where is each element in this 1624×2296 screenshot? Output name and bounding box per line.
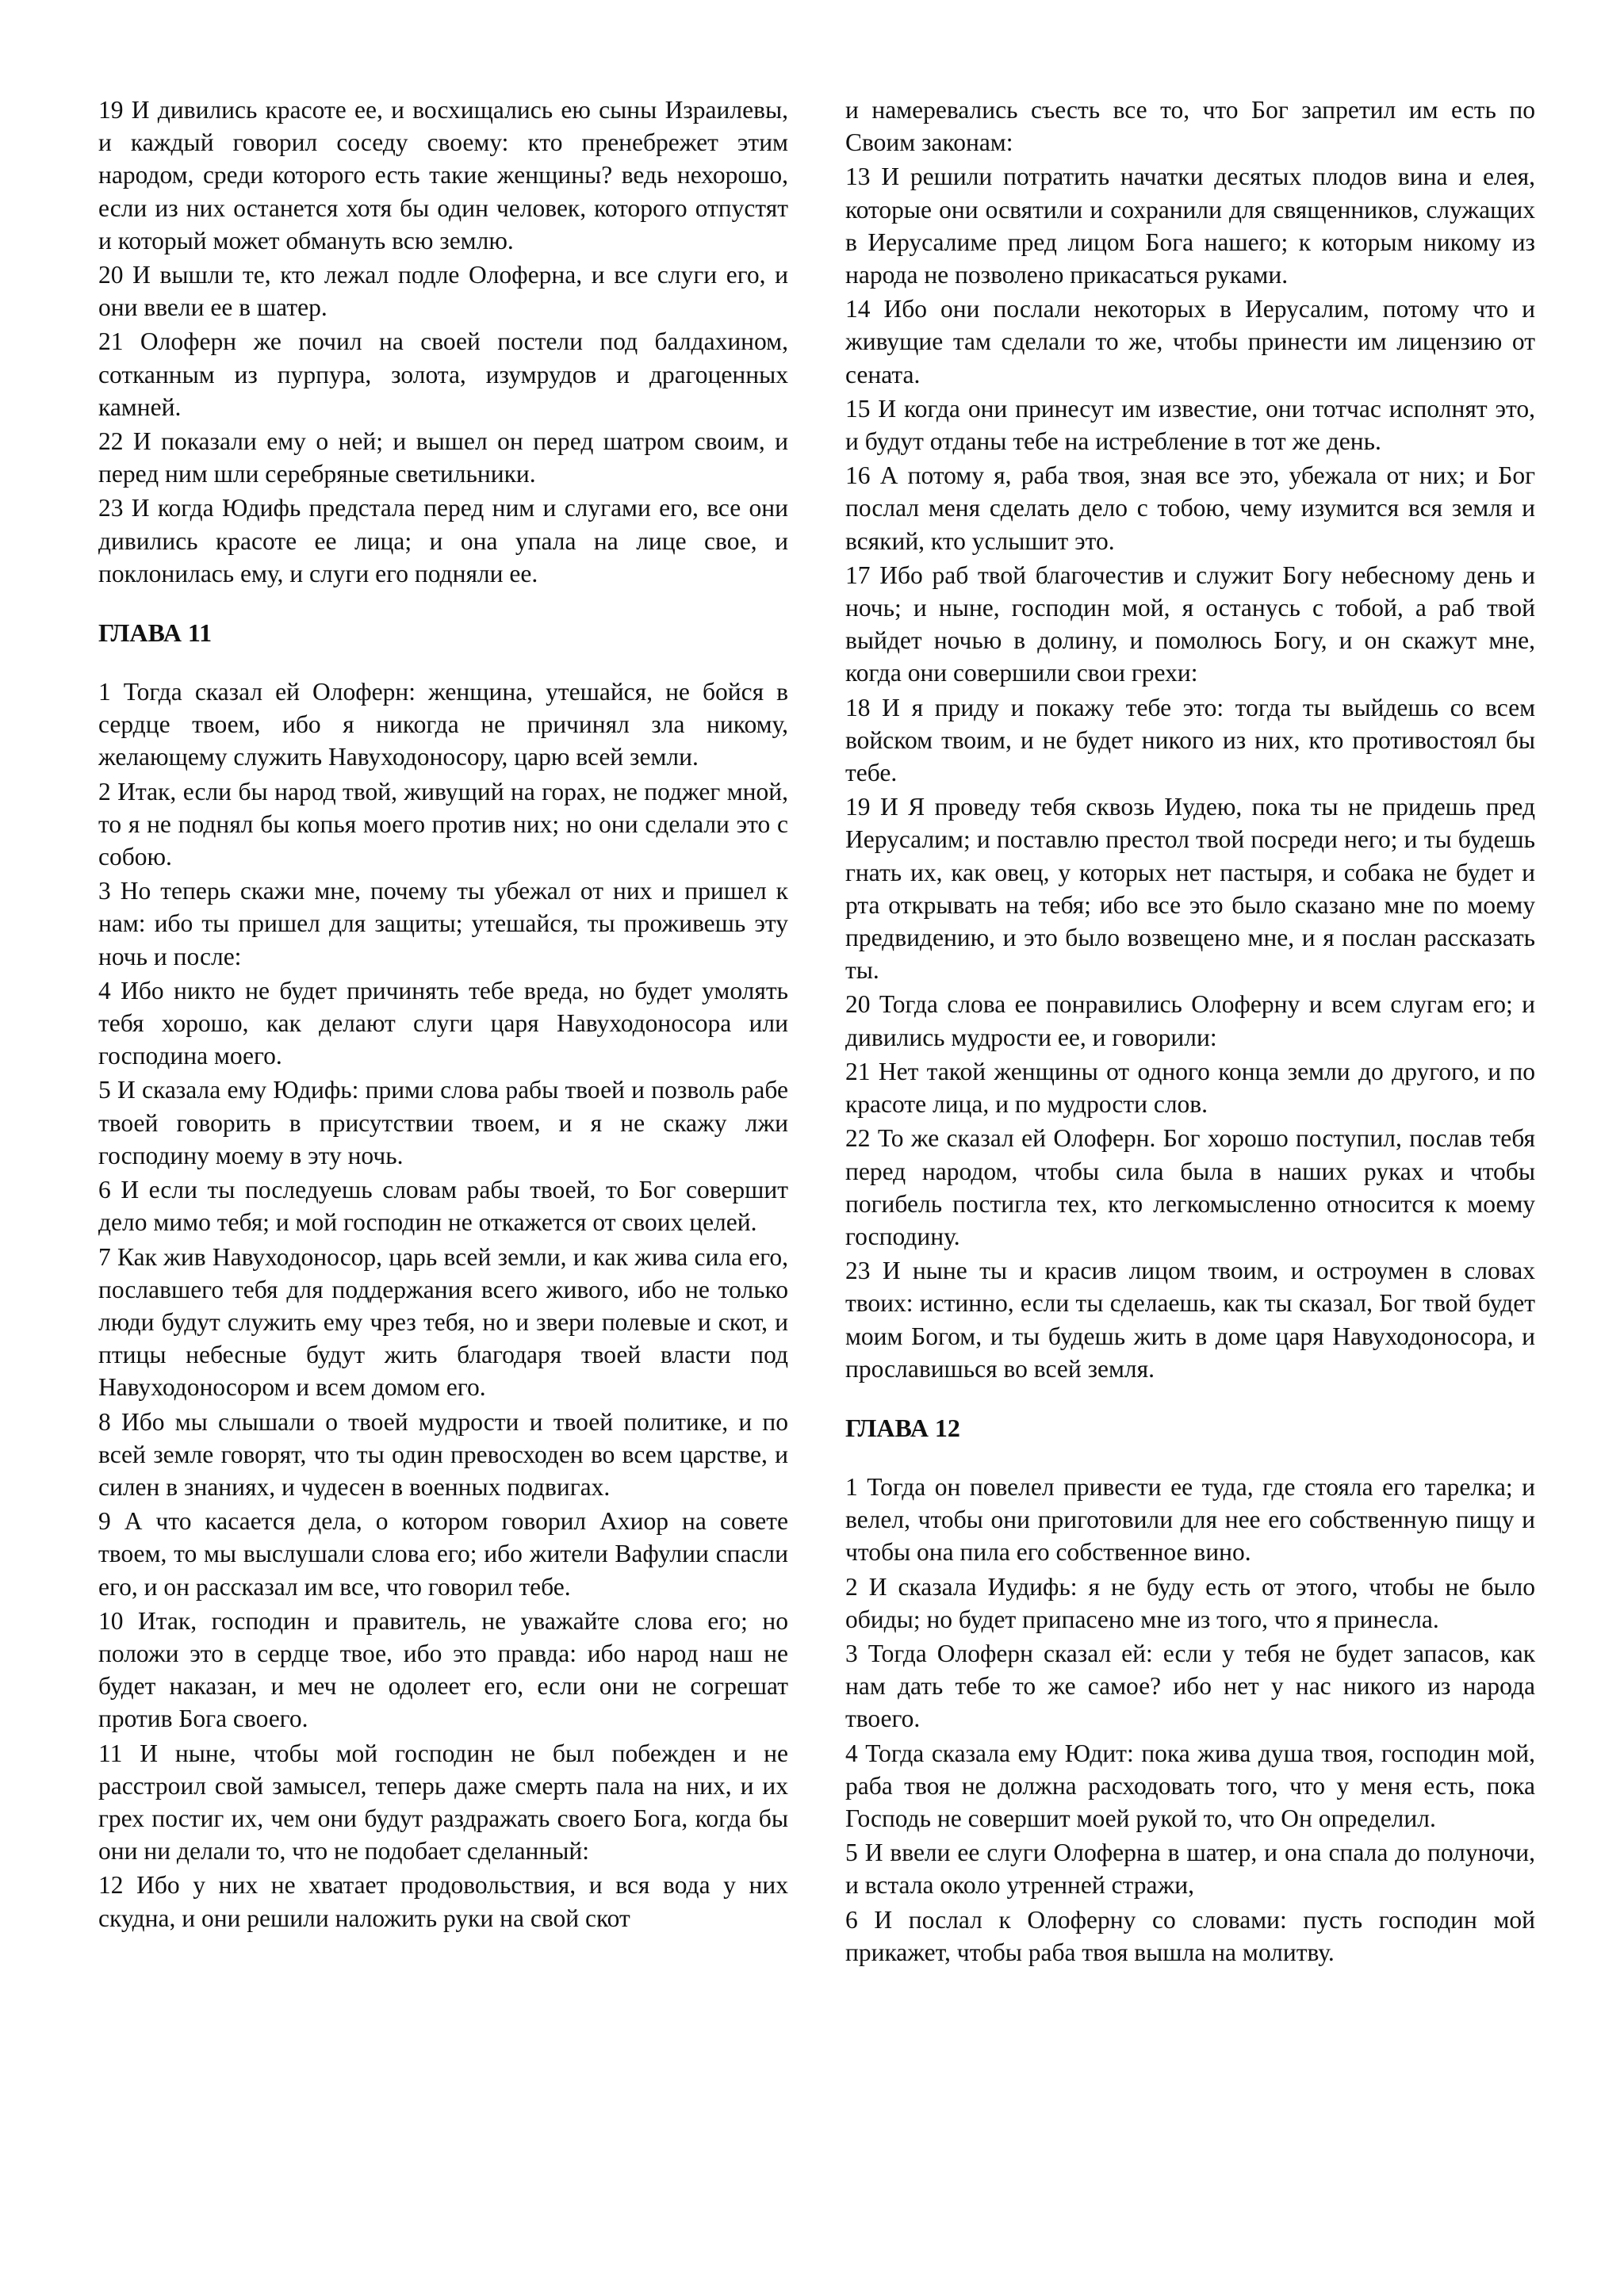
verse: 4 Тогда сказала ему Юдит: пока жива душа твоя, господин мой, раба твоя не должна расходовать того, что у меня есть, пока Господь не совершит моей рукой то, что Он определил. — [845, 1739, 1535, 1832]
verse: 18 И я приду и покажу тебе это: тогда ты выйдешь со всем войском твоим, и не будет никого из них, кто противостоял бы тебе. — [845, 693, 1535, 787]
verse: 6 И послал к Олоферну со словами: пусть господин мой прикажет, чтобы раба твоя вышла на молитву. — [845, 1905, 1535, 1966]
verse: 22 И показали ему о ней; и вышел он перед шатром своим, и перед ним шли серебряные светильники. — [98, 427, 788, 488]
verse: 15 И когда они принесут им известие, они тотчас исполнят это, и будут отданы тебе на истребление в тот же день. — [845, 394, 1535, 456]
verse: 19 И Я проведу тебя сквозь Иудею, пока ты не придешь пред Иерусалим; и поставлю престол твой посреди него; и ты будешь гнать их, как овец, у которых нет пастыря, и собака не будет и рта открывать на тебя; ибо все это было сказано мне по моему предвидению, и это было возвещено мне, и я послан рассказать ты. — [845, 793, 1535, 985]
verse: 20 Тогда слова ее понравились Олоферну и всем слугам его; и дивились мудрости ее, и говорили: — [845, 990, 1535, 1051]
verse: 3 Тогда Олоферн сказал ей: если у тебя не будет запасов, как нам дать тебе то же самое? ибо нет у нас никого из народа твоего. — [845, 1639, 1535, 1733]
chapter-heading: ГЛАВА 12 — [845, 1413, 960, 1442]
verse: 5 И сказала ему Юдифь: прими слова рабы твоей и позволь рабе твоей говорить в присутствии твоем, и я не скажу лжи господину моему в эту ночь. — [98, 1076, 788, 1169]
verse: 23 И ныне ты и красив лицом твоим, и остроумен в словах твоих: истинно, если ты сделаешь, как ты сказал, Бог твой будет моим Богом, и ты будешь жить в доме царя Навуходоносора, и прославишься во всей земля. — [845, 1257, 1535, 1383]
verse: 5 И ввели ее слуги Олоферна в шатер, и она спала до полуночи, и встала около утренней стражи, — [845, 1839, 1535, 1900]
verse: 2 И сказала Иудифь: я не буду есть от этого, чтобы не было обиды; но будет припасено мне из того, что я принесла. — [845, 1572, 1535, 1633]
verse: 14 Ибо они послали некоторых в Иерусалим, потому что и живущие там сделали то же, чтобы принести им лицензию от сената. — [845, 295, 1535, 388]
verse: 23 И когда Юдифь предстала перед ним и слугами его, все они дивились красоте ее лица; и она упала на лице свое, и поклонилась ему, и слуги его подняли ее. — [98, 494, 788, 587]
verse: 1 Тогда сказал ей Олоферн: женщина, утешайся, не бойся в сердце твоем, ибо я никогда не причинял зла никому, желающему служить Навуходоносору, царю всей земли. — [98, 678, 788, 771]
verse: 19 И дивились красоте ее, и восхищались ею сыны Израилевы, и каждый говорил соседу своему: кто пренебрежет этим народом, среди которого есть такие женщины? ведь нехорошо, если из них останется хотя бы один человек, которого отпустят и который может обмануть всю землю. — [98, 96, 788, 254]
verse: 9 А что касается дела, о котором говорил Ахиор на совете твоем, то мы выслушали слова его; ибо жители Вафулии спасли его, и он рассказал им все, что говорил тебе. — [98, 1507, 788, 1601]
verse: 17 Ибо раб твой благочестив и служит Богу небесному день и ночь; и ныне, господин мой, я останусь с тобой, а раб твой выйдет ночью в долину, и помолюсь Богу, и он скажут мне, когда они совершили свои грехи: — [845, 561, 1535, 687]
verse: 16 А потому я, раба твоя, зная все это, убежала от них; и Бог послал меня сделать дело с тобою, чему изумится вся земля и всякий, кто услышит это. — [845, 461, 1535, 555]
verse: 7 Как жив Навуходоносор, царь всей земли, и как жива сила его, пославшего тебя для поддержания всего живого, ибо не только люди будут служить ему чрез тебя, но и звери полевые и скот, и птицы небесные будут жить благодаря твоей власти под Навуходоносором и всем домом его. — [98, 1242, 788, 1402]
left-column — [98, 94, 788, 1936]
verse: 11 И ныне, чтобы мой господин не был побежден и не расстроил свой замысел, теперь даже смерть пала на них, и их грех постиг их, чем они будут раздражать своего Бога, когда бы они ни делали то, что не подобает сделанный: — [98, 1739, 788, 1866]
verse: 6 И если ты последуешь словам рабы твоей, то Бог совершит дело мимо тебя; и мой господин не откажется от своих целей. — [98, 1176, 788, 1237]
verse: 2 Итак, если бы народ твой, живущий на горах, не поджег мной, то я не поднял бы копья моего против них; но они сделали это с собою. — [98, 777, 788, 871]
verse: 8 Ибо мы слышали о твоей мудрости и твоей политике, и по всей земле говорят, что ты один превосходен во всем царстве, и силен в знаниях, и чудесен в военных подвигах. — [98, 1407, 788, 1501]
right-column — [845, 94, 1535, 1970]
verse: 21 Олоферн же почил на своей постели под балдахином, сотканным из пурпура, золота, изумрудов и драгоценных камней. — [98, 327, 788, 421]
chapter-heading: ГЛАВА 11 — [98, 618, 213, 648]
verse: 12 Ибо у них не хватает продовольствия, и вся вода у них скудна, и они решили наложить руки на свой скот — [98, 1871, 788, 1932]
verse: 4 Ибо никто не будет причинять тебе вреда, но будет умолять тебя хорошо, как делают слуги царя Навуходоносора или господина моего. — [98, 976, 788, 1070]
verse: 21 Нет такой женщины от одного конца земли до другого, и по красоте лица, и по мудрости слов. — [845, 1057, 1535, 1119]
verse: 22 То же сказал ей Олоферн. Бог хорошо поступил, послав тебя перед народом, чтобы сила была в наших руках и чтобы погибель постигла тех, кто легкомысленно относится к моему господину. — [845, 1124, 1535, 1250]
verse: 10 Итак, господин и правитель, не уважайте слова его; но положи это в сердце твое, ибо это правда: ибо народ наш не будет наказан, и меч не одолеет его, если они не согрешат против Бога своего. — [98, 1606, 788, 1733]
verse: 20 И вышли те, кто лежал подле Олоферна, и все слуги его, и они ввели ее в шатер. — [98, 261, 788, 322]
verse: 13 И решили потратить начатки десятых плодов вина и елея, которые они освятили и сохранили для священников, служащих в Иерусалиме пред лицом Бога нашего; к которым никому из народа не позволено прикасаться руками. — [845, 163, 1535, 289]
verse: 1 Тогда он повелел привести ее туда, где стояла его тарелка; и велел, чтобы они приготовили для нее его собственную пищу и чтобы она пила его собственное вино. — [845, 1472, 1535, 1567]
verse: и намеревались съесть все то, что Бог запретил им есть по Своим законам: — [845, 96, 1535, 157]
verse: 3 Но теперь скажи мне, почему ты убежал от них и пришел к нам: ибо ты пришел для защиты; утешайся, ты проживешь эту ночь и после: — [98, 877, 788, 970]
